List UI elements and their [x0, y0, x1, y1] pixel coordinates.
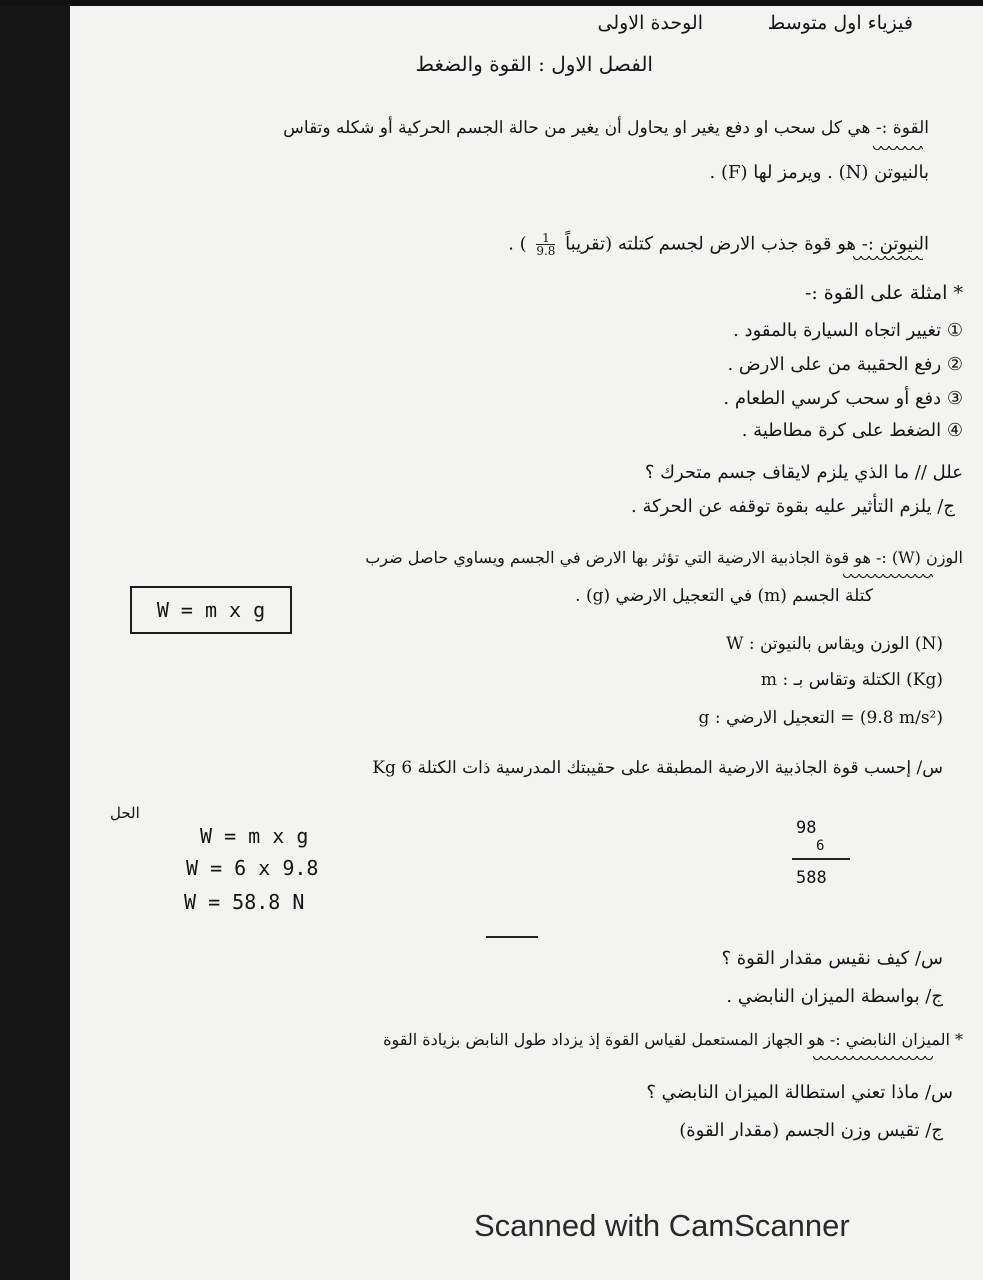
chapter-title: الفصل الاول : القوة والضغط: [415, 52, 653, 76]
solution-step: W = 6 x 9.8: [186, 856, 319, 880]
header-subject: فيزياء اول متوسط: [767, 12, 913, 34]
spring-scale-definition: * الميزان النابضي :- هو الجهاز المستعمل لقياس القوة إذ يزداد طول النابض بزيادة القوة: [383, 1030, 963, 1049]
newton-prefix: النيوتن :- هو قوة جذب الارض لجسم كتلته (تقريباً: [565, 233, 929, 255]
underline-decoration: [853, 256, 923, 264]
examples-heading: * امثلة على القوة :-: [804, 282, 963, 304]
example-item: ② رفع الحقيبة من على الارض .: [727, 354, 963, 375]
camscanner-watermark: Scanned with CamScanner: [474, 1208, 850, 1243]
example-item: ① تغيير اتجاه السيارة بالمقود .: [733, 320, 963, 341]
example-item: ③ دفع أو سحب كرسي الطعام .: [723, 388, 963, 409]
side-calc-rule: [792, 858, 850, 860]
scan-left-border: [0, 6, 70, 1280]
weight-variable: m : الكتلة وتقاس بـ (Kg): [760, 670, 943, 690]
newton-fraction: [536, 232, 555, 257]
scanned-page: [70, 6, 983, 1280]
weight-variable: W : الوزن ويقاس بالنيوتن (N): [725, 634, 943, 654]
weight-definition-line1: الوزن (W) :- هو قوة الجاذبية الارضية التي تؤثر بها الارض في الجسم ويساوي حاصل ضرب: [365, 548, 963, 567]
spring-scale-question: س/ ماذا تعني استطالة الميزان النابضي ؟: [646, 1082, 953, 1103]
solution-label: الحل: [110, 804, 140, 822]
problem-question: س/ إحسب قوة الجاذبية الارضية المطبقة على حقيبتك المدرسية ذات الكتلة 6 Kg: [372, 758, 943, 778]
weight-formula: W = m x g: [156, 598, 266, 622]
fraction-numerator: 1: [536, 232, 555, 245]
solution-step: W = m x g: [200, 824, 309, 848]
spring-scale-answer: ج/ تقيس وزن الجسم (مقدار القوة): [679, 1120, 943, 1141]
force-definition-line1: القوة :- هي كل سحب او دفع يغير او يحاول أن يغير من حالة الجسم الحركية أو شكله وتقاس: [283, 118, 929, 138]
weight-variable: g : التعجيل الارضي = (9.8 m/s²): [698, 708, 943, 728]
example-item: ④ الضغط على كرة مطاطية .: [741, 420, 963, 441]
answer-stop: ج/ يلزم التأثير عليه بقوة توقفه عن الحركة .: [631, 496, 955, 517]
solution-step: W = 58.8 N: [184, 890, 305, 914]
side-calc-value: 588: [796, 868, 827, 888]
force-definition-line2: بالنيوتن (N) . ويرمز لها (F) .: [709, 162, 929, 183]
underline-decoration: [843, 574, 933, 582]
separator-dash: [486, 936, 538, 938]
underline-decoration: [813, 1056, 933, 1064]
underline-decoration: [873, 146, 923, 154]
newton-suffix: ) .: [508, 233, 527, 255]
weight-definition-line2: كتلة الجسم (m) في التعجيل الارضي (g) .: [575, 586, 873, 606]
question-stop: علل // ما الذي يلزم لايقاف جسم متحرك ؟: [644, 462, 963, 483]
newton-definition: [508, 232, 929, 257]
fraction-denominator: 9.8: [536, 244, 556, 258]
header-unit: الوحدة الاولى: [597, 12, 703, 34]
measure-answer: ج/ بواسطة الميزان النابضي .: [726, 986, 943, 1007]
weight-formula-box: [130, 586, 292, 634]
side-calc-value: 98: [796, 818, 817, 838]
measure-question: س/ كيف نقيس مقدار القوة ؟: [721, 948, 943, 969]
side-calc-value: 6: [816, 838, 825, 854]
